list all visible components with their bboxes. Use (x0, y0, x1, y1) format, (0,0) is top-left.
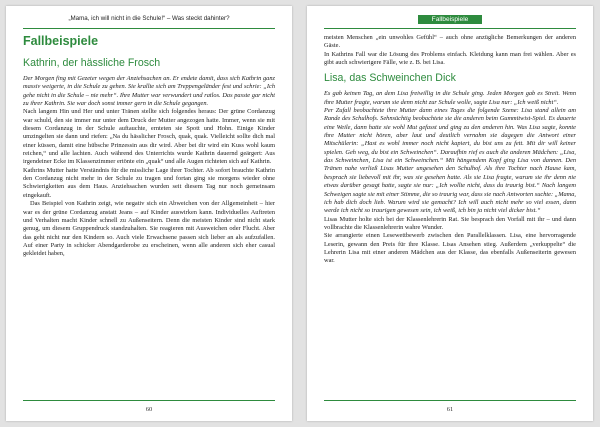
kathrin-intro-italic: Der Morgen fing mit Gezeter wegen der Anziehsachen an. Er endete damit, dass sich Kathrin ganz massiv weigerte, in die Schule zu gehen. Sie krallte sich am Treppengeländer fest und schrie: „Ich gehe nicht in die Schule – nie mehr“. Ihre Mutter war verwundert und ratlos. Das passte gar nicht zu ihrer Kathrin. Sie war doch sonst immer gern in die Schule gegangen. (23, 75, 275, 108)
running-head-right: Fallbeispiele (418, 15, 483, 24)
page-number-left: 60 (145, 406, 153, 413)
paragraph: In Kathrins Fall war die Lösung des Problems einfach. Kleidung kann man frei wählen. Aber es gibt auch schwierigere Fälle, wie z. B. bei Lisa. (324, 50, 576, 67)
right-page (307, 6, 593, 421)
paragraph: Nach langem Hin und Her und unter Tränen stellte sich folgendes heraus: Der grüne Cordanzug war schuld, den sie immer nur unter dem Druck der Mutter angezogen hatte. Immer, wenn sie mit diesem Cordanzug in der Schule auftauchte, ernteten sie Spott und Hohn. Einige Kinder umzingelten sie dann und riefen: „Na du hässlicher Frosch, quak, quak. Vielleicht sollte dich mal einer küssen, damit eine hübsche Prinzessin aus dir wird. Aber bei dir wird ein Kuss wohl kaum reichen,“ und alle lachten. Auch während des Unterrichts wurde Kathrin dauernd geärgert: Aus irgendeiner Ecke im Klassenzimmer ertönte ein „quak“ und alle Augen richteten sich auf Kathrin. (23, 108, 275, 166)
header-rule-right (324, 28, 576, 29)
chapter-title: Fallbeispiele (23, 34, 99, 48)
page-number-right: 61 (446, 406, 454, 413)
lisa-intro-italic: Es gab keinen Tag, an dem Lisa freiwillig in die Schule ging. Jeden Morgen gab es Streit. Wenn ihre Mutter fragte, warum sie denn nicht zur Schule wolle, sagte Lisa nur: „Ich weiß nicht“. (324, 90, 576, 106)
section-title-lisa: Lisa, das Schweinchen Dick (324, 72, 456, 85)
footer-rule-right (324, 400, 576, 401)
left-page-body (23, 6, 275, 421)
lisa-scene-italic: Per Zufall beobachtete ihre Mutter dann eines Tages die folgende Szene: Lisa stand allein am Rande des Schulhofs. Sehnsüchtig beobachtete sie die anderen beim Gummitwist-Spiel. Es dauerte eine Weile, dann hatte sie wohl Mut gefasst und ging zu den anderen hin. Was Lisa sagte, konnte ihre Mutter nicht hören, aber laut und deutlich vernahm sie dagegen die Antwort einer Mitschülerin: „Hast es wohl immer noch nicht kapiert, du bist uns zu fett. Mit dir will keiner spielen. Geh weg, du bist ein Schweinchen“. Daraufhin rief es auch die anderen Mädchen: „Lisa, das Schweinchen, Lisa ist ein Schweinchen.“ Mit hängendem Kopf ging Lisa von dannen. Den Tränen nahe verließ Lisas Mutter ungesehen den Schulhof. Als ihre Tochter nach Hause kam, besprach sie liebevoll mit ihr, was sie gesehen hatte. Als sie Lisa fragte, warum sie ihr denn nie etwas darüber gesagt hatte, sagte sie nur: „Ich wollte nicht, dass du traurig bist.“ Nach langem Schweigen sagte sie mit einer Stimme, die so traurig war, dass sie nach Antworten suchte: „Mama, ich hab dich doch lieb. Warum wird sie gemacht? Ich will auch nicht mehr so viel essen, dann werde ich nicht so traurigen gewesen sein, ich weiß, ich bin ja nicht viel dicker bist.“ (324, 107, 576, 215)
right-page-body (324, 6, 576, 421)
right-page-content (324, 34, 576, 395)
paragraph: Lisas Mutter holte sich bei der Klassenlehrerin Rat. Sie besprach den Vorfall mit ihr – und dann vollbrachte die Klassenlehrerin wahre Wunder. (324, 215, 576, 231)
left-page-content (23, 34, 275, 395)
paragraph: Kathrins Mutter hatte Verständnis für die missliche Lage ihrer Tochter. Ab sofort brauchte Kathrin den Cordanzug nicht mehr in der Schule zu tragen und fortan ging sie morgens wieder ohne Schwierigkeiten aus dem Haus. Anziehsachen wurden seit diesem Tag nur noch gemeinsam eingekauft. (23, 166, 275, 199)
paragraph: meisten Menschen „ein unwohles Gefühl“ – auch ohne anzügliche Bemerkungen der anderen Gäste. (324, 34, 576, 50)
footer-rule-left (23, 400, 275, 401)
running-head-right-wrap (324, 15, 576, 24)
paragraph: Sie arrangierte einen Lesewettbewerb zwischen den Parallelklassen. Lisa, eine hervorragende Leserin, gewann den Preis für ihre Klasse. Lisas Ansehen stieg. Außerdem „verkuppelte“ die Lehrerin Lisa mit einer anderen Mädchen aus der Klasse, das ebenfalls Außenseiterin gewesen war. (324, 232, 576, 265)
paragraph: Das Beispiel von Kathrin zeigt, wie negativ sich ein Abweichen von der Allgemeinheit – hier war es der grüne Cordanzug anstatt Jeans – auf Kinder auswirken kann. Individuelles Auftreten und Verhalten macht Kinder schnell zu Außenseitern. Denn die meisten Kinder sind nicht stark genug, um diesem Gruppendruck standzuhalten. Sie reagieren mit Ausweichen oder Flucht. Aber das geht nicht nur den Kindern so. Auch viele Erwachsene passen sich lieber an als aufzufallen. Auf einer Party in schicker Abendgarderobe zu erscheinen, wenn alle anderen sich eher casual gekleidet haben, (23, 200, 275, 258)
running-head-left: „Mama, ich will nicht in die Schule!“ – Was steckt dahinter? (68, 15, 230, 22)
header-rule-left (23, 28, 275, 29)
section-title-kathrin: Kathrin, der hässliche Frosch (23, 57, 161, 69)
left-page (6, 6, 292, 421)
